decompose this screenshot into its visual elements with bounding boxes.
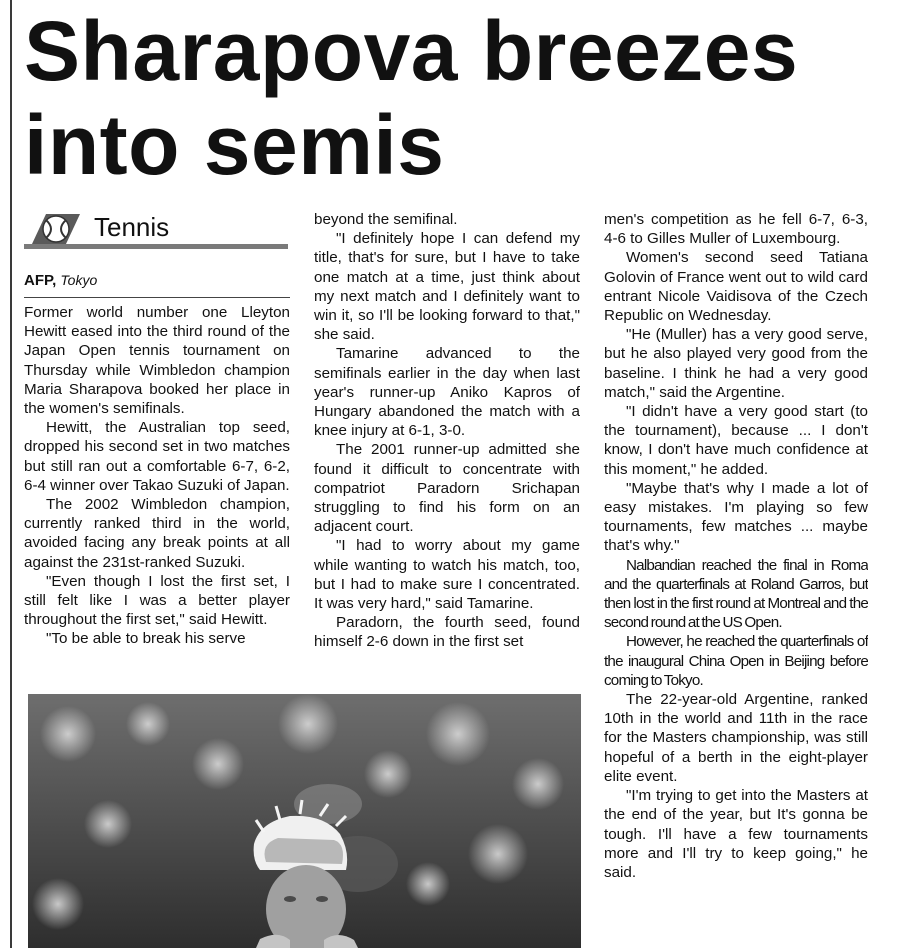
article-paragraph: Hewitt, the Australian top seed, dropped his second set in two matches but still ran out a comfortable 6-7, 6-2, 6-4 winner over Takao Suzuki of Japan. — [24, 419, 290, 494]
article-paragraph: "I didn't have a very good start (to the tournament), because ... I don't know, I don't have much confidence at this moment," he added. — [604, 403, 868, 478]
tennis-ball-logo-icon — [26, 210, 86, 246]
article-paragraph: The 2002 Wimbledon champion, currently ranked third in the world, avoided facing any break points at all against the 231st-ranked Suzuki. — [24, 496, 290, 571]
article-column-3 — [604, 210, 868, 910]
section-tag — [24, 210, 288, 250]
article-paragraph: "Maybe that's why I made a lot of easy mistakes. I'm playing so few tournaments, few matches ... maybe that's why." — [604, 479, 868, 555]
section-label: Tennis — [94, 212, 170, 242]
article-paragraph: "I had to worry about my game while wanting to watch his match, too, but I had to make sure I concentrated. It was very hard," said Tamarine. — [314, 537, 580, 613]
article-paragraph: men's competition as he fell 6-7, 6-3, 4-6 to Gilles Muller of Luxembourg. — [604, 211, 868, 248]
article-paragraph: However, he reached the quarterfinals of the inaugural China Open in Beijing before coming to Tokyo. — [604, 633, 868, 689]
article-column-2 — [314, 210, 580, 670]
dateline — [24, 270, 97, 291]
article-paragraph: The 2001 runner-up admitted she found it difficult to concentrate with compatriot Paradorn Srichapan struggling to find his form on an adjacent court. — [314, 441, 580, 536]
article-paragraph: Former world number one Lleyton Hewitt eased into the third round of the Japan Open tennis tournament on Thursday while Wimbledon champion Maria Sharapova booked her place in the women's semifinals. — [24, 304, 290, 418]
headline: Sharapova breezes into semis — [24, 4, 799, 192]
article-paragraph: "To be able to break his serve — [46, 630, 246, 648]
dateline-agency: AFP, — [24, 272, 57, 289]
article-paragraph: "I'm trying to get into the Masters at the end of the year, but It's gonna be tough. I'll have a few tournaments more and I'll try to keep going," he said. — [604, 787, 868, 881]
player-photo-image — [28, 694, 581, 948]
article-column-1 — [24, 303, 290, 673]
article-paragraph: "I definitely hope I can defend my title, that's for sure, but I have to take one match at a time, just think about my next match and I definitely want to win it, so I'll be looking forward to that," she said. — [314, 230, 580, 344]
article-paragraph: beyond the semifinal. — [314, 211, 458, 228]
section-rule — [24, 244, 288, 249]
dateline-city: Tokyo — [60, 272, 98, 288]
article-paragraph: Nalbandian reached the final in Roma and the quarterfinals at Roland Garros, but then lost in the first round at Montreal and the second round at the US Open. — [604, 556, 868, 632]
player-photo — [28, 694, 581, 948]
article-paragraph: Women's second seed Tatiana Golovin of France went out to wild card entrant Nicole Vaidisova of the Czech Republic on Wednesday. — [604, 249, 868, 325]
article-paragraph: Paradorn, the fourth seed, found himself 2-6 down in the first set — [314, 614, 580, 651]
article-paragraph: The 22-year-old Argentine, ranked 10th in the world and 11th in the race for the Masters championship, was still hopeful of a berth in the eight-player elite event. — [604, 691, 868, 785]
article-paragraph: "He (Muller) has a very good serve, but he also played very good from the baseline. I think he had a very good match," said the Argentine. — [604, 326, 868, 401]
article-paragraph: "Even though I lost the first set, I still felt like I was a better player throughout the first set," said Hewitt. — [24, 572, 290, 629]
dateline-rule — [24, 297, 290, 298]
article-paragraph: Tamarine advanced to the semifinals earlier in the day when last year's runner-up Aniko Kapros of Hungary abandoned the match with a knee injury at 6-1, 3-0. — [314, 345, 580, 440]
column-rule — [10, 0, 12, 948]
